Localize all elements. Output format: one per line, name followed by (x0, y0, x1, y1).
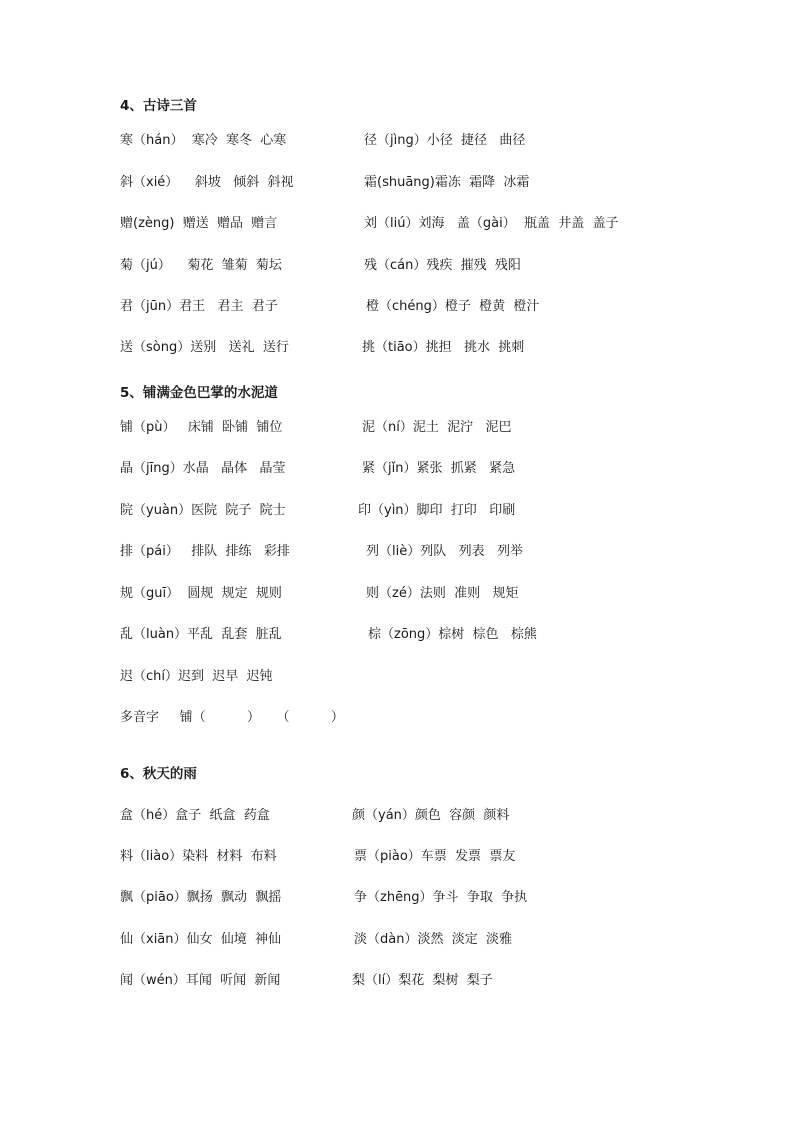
vocab-left-5-3: 院（yuàn）医院 院子 院士 (120, 503, 286, 518)
section-heading-4: 4、古诗三首 (120, 98, 197, 114)
vocab-right-6-4: 淡（dàn）淡然 淡定 淡雅 (354, 932, 512, 947)
vocab-left-5-5: 规（guī） 圆规 规定 规则 (120, 586, 282, 601)
vocab-left-5-1: 铺（pù） 床铺 卧铺 铺位 (120, 420, 283, 435)
vocab-right-5-2: 紧（jǐn）紧张 抓紧 紧急 (362, 461, 516, 476)
vocab-left-4-2: 斜（xié） 斜坡 倾斜 斜视 (120, 175, 294, 190)
vocab-right-5-5: 则（zé）法则 准则 规矩 (366, 586, 519, 601)
vocab-right-4-6: 挑（tiāo）挑担 挑水 挑刺 (362, 340, 525, 355)
vocab-left-5-2: 晶（jīng）水晶 晶体 晶莹 (120, 461, 286, 476)
polyphone-exercise: 多音字 铺（ ） （ ） (120, 710, 344, 725)
vocab-left-5-4: 排（pái） 排队 排练 彩排 (120, 544, 290, 559)
section-heading-5: 5、铺满金色巴掌的水泥道 (120, 385, 278, 401)
vocab-left-6-2: 料（liào）染料 材料 布料 (120, 849, 277, 864)
vocab-right-6-5: 梨（lí）梨花 梨树 梨子 (352, 973, 493, 988)
vocab-left-4-5: 君（jūn）君王 君主 君子 (120, 299, 278, 314)
vocab-left-4-3: 赠(zèng) 赠送 赠品 赠言 (120, 216, 278, 231)
vocab-left-4-6: 送（sòng）送别 送礼 送行 (120, 340, 289, 355)
vocab-left-6-3: 飘（piāo）飘扬 飘动 飘摇 (120, 890, 282, 905)
section-heading-6: 6、秋天的雨 (120, 766, 197, 782)
vocab-left-6-1: 盒（hé）盒子 纸盒 药盒 (120, 808, 270, 823)
vocab-right-5-1: 泥（ní）泥土 泥泞 泥巴 (362, 420, 512, 435)
vocab-left-6-4: 仙（xiān）仙女 仙境 神仙 (120, 932, 282, 947)
vocab-right-4-1: 径（jìng）小径 捷径 曲径 (364, 133, 526, 148)
vocab-right-5-3: 印（yìn）脚印 打印 印刷 (358, 503, 516, 518)
vocab-right-5-4: 列（liè）列队 列表 列举 (366, 544, 524, 559)
vocab-left-5-6: 乱（luàn）平乱 乱套 脏乱 (120, 627, 282, 642)
vocab-left-6-5: 闻（wén）耳闻 听闻 新闻 (120, 973, 281, 988)
vocab-left-5-7: 迟（chí）迟到 迟早 迟钝 (120, 669, 273, 684)
vocab-right-6-2: 票（piào）车票 发票 票友 (354, 849, 516, 864)
vocab-left-4-1: 寒（hán） 寒冷 寒冬 心寒 (120, 133, 287, 148)
vocab-right-6-1: 颜（yán）颜色 容颜 颜料 (352, 808, 510, 823)
vocab-right-4-3: 刘（liú）刘海 盖（gài） 瓶盖 井盖 盖子 (364, 216, 619, 231)
vocab-right-4-4: 残（cán）残疾 摧残 残阳 (364, 258, 521, 273)
vocab-right-4-5: 橙（chéng）橙子 橙黄 橙汁 (366, 299, 540, 314)
vocab-left-4-4: 菊（jú） 菊花 雏菊 菊坛 (120, 258, 282, 273)
vocab-right-4-2: 霜(shuāng)霜冻 霜降 冰霜 (364, 175, 530, 190)
vocab-right-5-6: 棕（zōng）棕树 棕色 棕熊 (368, 627, 537, 642)
vocab-right-6-3: 争（zhēng）争斗 争取 争执 (354, 890, 528, 905)
